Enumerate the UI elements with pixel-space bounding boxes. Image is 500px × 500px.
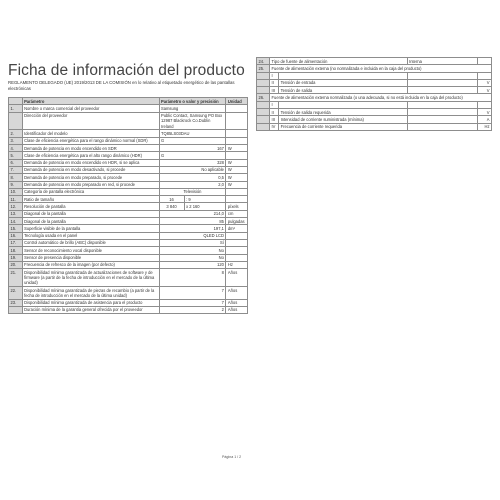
row-number: 14. xyxy=(9,218,23,225)
table-row xyxy=(9,152,248,159)
row-unit: V xyxy=(477,79,491,86)
table-row xyxy=(9,306,248,313)
row-sub-index: IV xyxy=(270,123,279,130)
row-unit: pulgadas xyxy=(226,218,248,225)
row-unit xyxy=(226,105,248,112)
row-sub-index: I xyxy=(270,101,279,108)
row-parameter: Resolución de pantalla xyxy=(22,203,159,210)
row-number: 10. xyxy=(9,188,23,195)
row-parameter: Tipo de fuente de alimentación xyxy=(270,58,408,65)
row-number: 26. xyxy=(257,94,270,101)
header-unit: Unidad xyxy=(226,98,248,105)
table-row xyxy=(257,116,492,123)
row-parameter: Dirección del proveedor xyxy=(22,112,159,130)
row-value: 7 xyxy=(159,287,226,300)
row-parameter: Ratio de tamaño xyxy=(22,196,159,203)
row-value-b: : 9 xyxy=(184,196,226,203)
row-unit xyxy=(226,188,248,195)
table-row xyxy=(9,239,248,246)
row-parameter: Clase de eficiencia energética para el alto rango dinámico (HDR) xyxy=(22,152,159,159)
row-parameter: Sensor de reconocimiento vocal disponible xyxy=(22,247,159,254)
row-number xyxy=(9,112,23,130)
row-value: 214,0 xyxy=(159,210,226,217)
row-number: 9. xyxy=(9,181,23,188)
row-parameter: Diagonal de la pantalla xyxy=(22,210,159,217)
row-number xyxy=(257,79,270,86)
row-sub-index: II xyxy=(270,79,279,86)
table-row xyxy=(257,79,492,86)
regulation-intro: REGLAMENTO DELEGADO (UE) 2019/2013 DE LA COMISIÓN en lo relativo al etiquetado energético de las pantallas electrónicas xyxy=(8,80,235,91)
row-value: QLED LCD xyxy=(159,232,226,239)
table-row xyxy=(9,269,248,287)
row-parameter: Tecnología usada en el panel xyxy=(22,232,159,239)
row-unit: W xyxy=(226,166,248,173)
row-parameter xyxy=(279,101,408,108)
row-sub-index: III xyxy=(270,116,279,123)
row-value: Sí xyxy=(159,239,226,246)
table-row xyxy=(9,188,248,195)
row-value-b: x 2 160 xyxy=(184,203,226,210)
row-number xyxy=(257,72,270,79)
row-number: 22. xyxy=(9,287,23,300)
row-parameter: Clase de eficiencia energética para el rango dinámico normal (SDR) xyxy=(22,137,159,144)
row-section-title: Fuente de alimentación externa normalizada (o una adecuada, si no está incluida en la caja del producto) xyxy=(270,94,492,101)
row-number: 8. xyxy=(9,174,23,181)
table-row xyxy=(9,232,248,239)
table-row xyxy=(9,181,248,188)
table-row xyxy=(257,123,492,130)
row-value xyxy=(407,116,477,123)
row-unit xyxy=(477,101,491,108)
table-row xyxy=(9,137,248,144)
row-value: 8 xyxy=(159,269,226,287)
row-unit: Hz xyxy=(226,261,248,268)
row-parameter: Demanda de potencia en modo desactivado, si procede xyxy=(22,166,159,173)
row-parameter: Superficie visible de la pantalla xyxy=(22,225,159,232)
table-row xyxy=(257,101,492,108)
row-section-title: Fuente de alimentación externa (no normalizada e incluida en la caja del producto) xyxy=(270,65,492,72)
row-parameter: Tensión de entrada xyxy=(279,79,408,86)
table-row xyxy=(257,58,492,65)
row-unit: W xyxy=(226,181,248,188)
row-parameter: Disponibilidad mínima garantizada de asistencia para el producto xyxy=(22,299,159,306)
row-value xyxy=(407,123,477,130)
row-value: 7 xyxy=(159,299,226,306)
row-unit xyxy=(477,58,491,65)
row-value: No xyxy=(159,254,226,261)
row-unit: píxels xyxy=(226,203,248,210)
row-number: 20. xyxy=(9,261,23,268)
row-parameter: Categoría de pantalla electrónica xyxy=(22,188,159,195)
row-number: 18. xyxy=(9,247,23,254)
row-parameter: Sensor de presencia disponible xyxy=(22,254,159,261)
table-row xyxy=(9,247,248,254)
table-row xyxy=(9,130,248,137)
header-number xyxy=(9,98,23,105)
row-value xyxy=(407,72,477,79)
row-unit xyxy=(226,239,248,246)
row-number xyxy=(257,109,270,116)
row-value: TQ85LS03DAU xyxy=(159,130,226,137)
row-parameter: Demanda de potencia en modo encendido en HDR, si se aplica xyxy=(22,159,159,166)
row-value: 167 xyxy=(159,145,226,152)
row-number: 2. xyxy=(9,130,23,137)
row-number: 3. xyxy=(9,137,23,144)
table-row xyxy=(9,218,248,225)
row-number: 24. xyxy=(257,58,270,65)
row-value: 197,1 xyxy=(159,225,226,232)
row-value xyxy=(407,101,477,108)
row-number: 13. xyxy=(9,210,23,217)
table-row xyxy=(9,210,248,217)
row-unit: V xyxy=(477,109,491,116)
row-value: No xyxy=(159,247,226,254)
row-number xyxy=(257,123,270,130)
table-row xyxy=(9,105,248,112)
row-parameter: Demanda de potencia en modo encendido en SDR xyxy=(22,145,159,152)
row-parameter: Control automático de brillo (ABC) disponible xyxy=(22,239,159,246)
row-value-a: 16 xyxy=(159,196,184,203)
table-row xyxy=(9,299,248,306)
row-sub-index: II xyxy=(270,109,279,116)
row-number: 1. xyxy=(9,105,23,112)
row-value-a: 3 840 xyxy=(159,203,184,210)
left-table-header xyxy=(9,98,248,105)
row-value: 0,5 xyxy=(159,174,226,181)
row-parameter: Frecuencia de refresco de la imagen (por defecto) xyxy=(22,261,159,268)
row-value xyxy=(407,109,477,116)
row-unit xyxy=(226,137,248,144)
table-row xyxy=(9,203,248,210)
row-value: No aplicable xyxy=(159,166,226,173)
table-row xyxy=(9,112,248,130)
row-number xyxy=(257,87,270,94)
table-row xyxy=(257,65,492,72)
row-number: 21. xyxy=(9,269,23,287)
right-parameter-table xyxy=(256,57,492,131)
table-row xyxy=(257,109,492,116)
row-unit: W xyxy=(226,145,248,152)
table-row xyxy=(257,94,492,101)
header-parameter: Parámetro xyxy=(22,98,159,105)
page-number: Página 1 / 2 xyxy=(222,455,242,459)
row-unit: Años xyxy=(226,299,248,306)
row-number xyxy=(9,306,23,313)
row-unit xyxy=(477,72,491,79)
row-sub-index: I xyxy=(270,72,279,79)
row-parameter: Nombre o marca comercial del proveedor xyxy=(22,105,159,112)
row-number: 6. xyxy=(9,159,23,166)
row-unit xyxy=(226,247,248,254)
row-parameter: Duración mínima de la garantía general ofrecida por el proveedor xyxy=(22,306,159,313)
row-parameter: Frecuencia de corriente requerida xyxy=(279,123,408,130)
row-parameter: Demanda de potencia en modo preparado en red, si procede xyxy=(22,181,159,188)
row-parameter: Tensión de salida xyxy=(279,87,408,94)
row-number: 12. xyxy=(9,203,23,210)
row-unit xyxy=(226,152,248,159)
row-number: 11. xyxy=(9,196,23,203)
row-parameter: Intensidad de corriente suministrada (mínima) xyxy=(279,116,408,123)
row-parameter: Tensión de salida requerida xyxy=(279,109,408,116)
row-parameter xyxy=(279,72,408,79)
row-parameter: Disponibilidad mínima garantizada de actualizaciones de software y de firmware (a partir de la fecha de introducción en el mercado de la última unidad) xyxy=(22,269,159,287)
row-value: Televisión xyxy=(159,188,226,195)
table-row xyxy=(9,225,248,232)
row-value: 120 xyxy=(159,261,226,268)
row-unit: dm² xyxy=(226,225,248,232)
row-parameter: Diagonal de la pantalla xyxy=(22,218,159,225)
table-row xyxy=(9,254,248,261)
row-number: 5. xyxy=(9,152,23,159)
table-row xyxy=(257,72,492,79)
row-unit: Hz xyxy=(477,123,491,130)
table-row xyxy=(257,87,492,94)
row-unit xyxy=(226,254,248,261)
row-number: 25. xyxy=(257,65,270,72)
row-number xyxy=(257,116,270,123)
header-value: Parámetro o valor y precisión xyxy=(159,98,226,105)
row-number: 16. xyxy=(9,232,23,239)
row-parameter: Demanda de potencia en modo preparado, si procede xyxy=(22,174,159,181)
row-value xyxy=(407,87,477,94)
table-row xyxy=(9,174,248,181)
row-value: 2 xyxy=(159,306,226,313)
table-row xyxy=(9,261,248,268)
row-value: 328 xyxy=(159,159,226,166)
row-value: 85 xyxy=(159,218,226,225)
row-unit xyxy=(226,130,248,137)
row-value: G xyxy=(159,152,226,159)
row-number xyxy=(257,101,270,108)
row-number: 17. xyxy=(9,239,23,246)
row-unit: cm xyxy=(226,210,248,217)
row-number: 4. xyxy=(9,145,23,152)
row-value: G xyxy=(159,137,226,144)
table-row xyxy=(9,196,248,203)
table-row xyxy=(9,287,248,300)
row-sub-index: III xyxy=(270,87,279,94)
row-number: 23. xyxy=(9,299,23,306)
row-number: 19. xyxy=(9,254,23,261)
row-value: Interna xyxy=(407,58,477,65)
row-parameter: Identificador del modelo xyxy=(22,130,159,137)
row-unit: Años xyxy=(226,269,248,287)
row-number: 7. xyxy=(9,166,23,173)
row-unit: W xyxy=(226,174,248,181)
page-title: Ficha de información del producto xyxy=(8,62,245,79)
table-row xyxy=(9,145,248,152)
row-value: Public Contact, Samsung PO Box 12987 Blackrock Co.Dublin Ireland xyxy=(159,112,226,130)
row-unit xyxy=(226,112,248,130)
row-value xyxy=(407,79,477,86)
row-value: Samsung xyxy=(159,105,226,112)
row-unit: Años xyxy=(226,287,248,300)
table-row xyxy=(9,166,248,173)
row-unit: V xyxy=(477,87,491,94)
row-parameter: Disponibilidad mínima garantizada de piezas de recambio (a partir de la fecha de introducción en el mercado de la última unidad) xyxy=(22,287,159,300)
row-unit: W xyxy=(226,159,248,166)
row-unit xyxy=(226,232,248,239)
row-value: 2,0 xyxy=(159,181,226,188)
row-unit: A xyxy=(477,116,491,123)
row-unit: Años xyxy=(226,306,248,313)
left-parameter-table xyxy=(8,97,248,314)
table-row xyxy=(9,159,248,166)
row-number: 15. xyxy=(9,225,23,232)
row-unit xyxy=(226,196,248,203)
